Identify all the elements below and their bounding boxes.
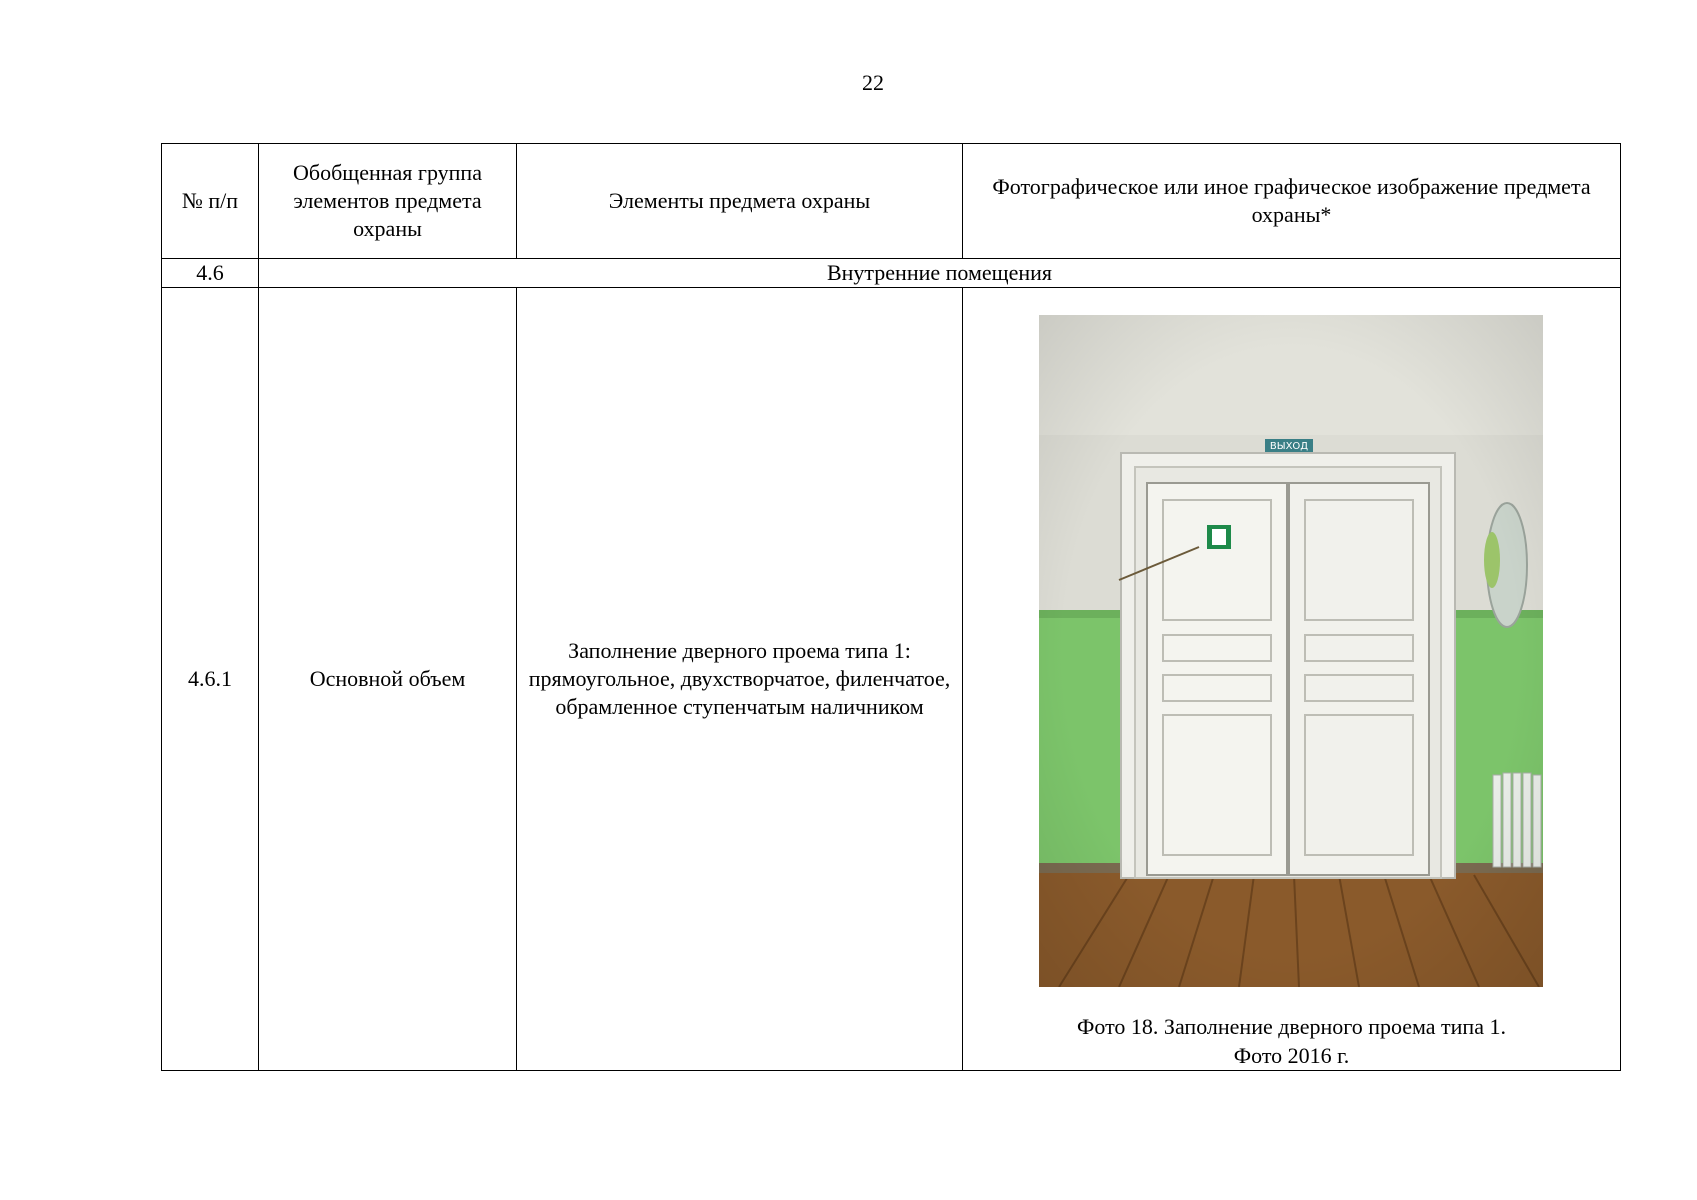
page-number: 22 <box>862 70 884 95</box>
section-num: 4.6 <box>162 259 259 288</box>
photo-caption-line2: Фото 2016 г. <box>1233 1043 1350 1068</box>
table-row <box>162 288 1621 1071</box>
row-group: Основной объем <box>259 288 517 1071</box>
photo-caption <box>963 1012 1620 1070</box>
header-image: Фотографическое или иное графическое изображение предмета охраны* <box>963 144 1621 259</box>
section-title: Внутренние помещения <box>259 259 1621 288</box>
header-elements: Элементы предмета охраны <box>517 144 963 259</box>
section-row <box>162 259 1621 288</box>
header-group: Обобщенная группа элементов предмета охраны <box>259 144 517 259</box>
protection-elements-table <box>161 143 1621 1071</box>
header-row <box>162 144 1621 259</box>
row-photo-cell <box>963 288 1621 1071</box>
row-num: 4.6.1 <box>162 288 259 1071</box>
photo-caption-line1: Фото 18. Заполнение дверного проема типа 1. <box>1077 1014 1506 1039</box>
row-elements: Заполнение дверного проема типа 1: прямоугольное, двухстворчатое, филенчатое, обрамленное ступенчатым наличником <box>517 288 963 1071</box>
header-num: № п/п <box>162 144 259 259</box>
door-photo <box>1039 315 1543 987</box>
